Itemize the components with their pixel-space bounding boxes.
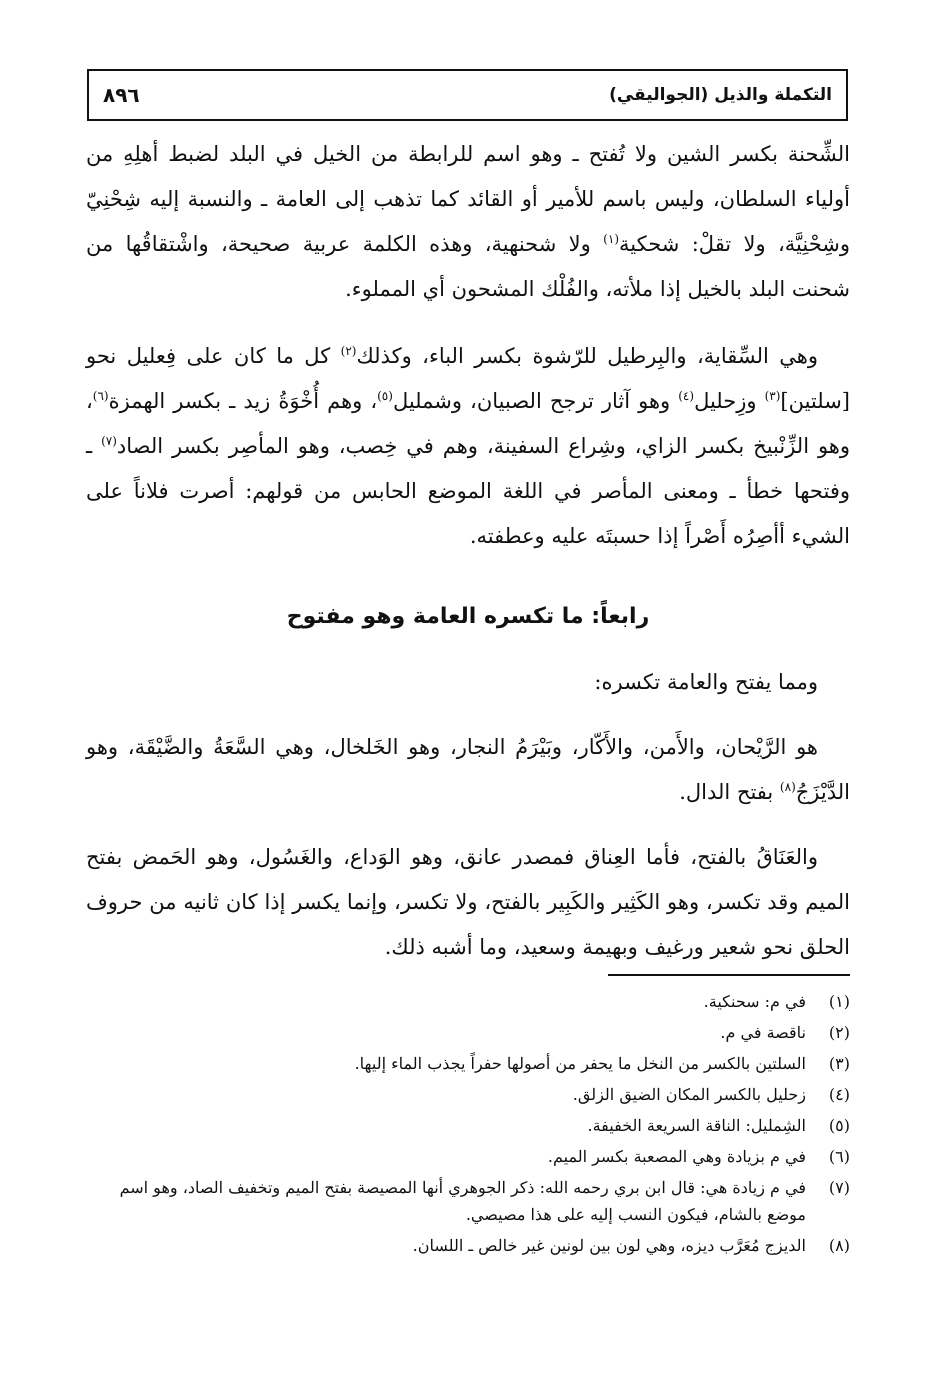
text-run: وهي السِّقاية، والبِرطيل للرّشوة بكسر الباء، وكذلك xyxy=(356,344,819,368)
text-run: وهو آثار ترجح الصبيان، وشمليل xyxy=(392,389,679,413)
text-run: ـ وفتحها خطأ ـ ومعنى المأصر في اللغة الموضع الحابس من قولهم: أصرت فلاناً على الشيء أأصِرُه أَصْراً إذا حسبتَه عليه وعطفته. xyxy=(86,434,850,548)
footnote-number: (٤) xyxy=(828,1085,850,1104)
main-text-section-2 xyxy=(86,660,850,990)
footnote xyxy=(86,988,850,1015)
footnote xyxy=(86,1019,850,1046)
paragraph-3: ومما يفتح والعامة تكسره: xyxy=(594,670,818,694)
text-run: وزِحليل xyxy=(694,389,765,413)
footnote-ref-7[interactable]: (٧) xyxy=(101,434,117,448)
footnote-text: زحليل بالكسر المكان الضيق الزلق. xyxy=(572,1085,806,1104)
footnote-text: في م: سحنكية. xyxy=(703,992,806,1011)
footnote-text: في م بزيادة وهي المصعبة بكسر الميم. xyxy=(547,1147,806,1166)
page-number: ٨٩٦ xyxy=(103,83,140,107)
footnote xyxy=(86,1081,850,1108)
footnote-text: الشِمليل: الناقة السريعة الخفيفة. xyxy=(587,1116,806,1135)
paragraph-1 xyxy=(86,132,850,312)
footnote-separator xyxy=(608,974,850,976)
footnote-ref-5[interactable]: (٥) xyxy=(377,389,393,403)
paragraph-2 xyxy=(86,334,850,559)
running-title: التكملة والذيل (الجواليقي) xyxy=(609,85,832,105)
text-run: كل ما كان على فِعليل نحو [سلتين] xyxy=(86,344,850,413)
text-run: ولا شحنهية، وهذه الكلمة عربية صحيحة، واشْتقاقُها من شحنت البلد بالخيل إذا ملأته، والفُلْك المشحون أي المملوء. xyxy=(86,232,850,301)
footnote-text: السلتين بالكسر من النخل ما يحفر من أصولها حفراً يجذب الماء إليها. xyxy=(354,1054,806,1073)
footnote-text: ناقصة في م. xyxy=(720,1023,806,1042)
footnote xyxy=(86,1143,850,1170)
footnotes-list xyxy=(86,988,850,1263)
footnote-text: الديزج مُعَرَّب ديزه، وهي لون بين لونين غير خالص ـ اللسان. xyxy=(412,1236,806,1255)
footnote xyxy=(86,1050,850,1077)
section-heading: رابعاً: ما تكسره العامة وهو مفتوح xyxy=(286,604,650,629)
main-text-section-1 xyxy=(86,132,850,581)
footnote-ref-1[interactable]: (١) xyxy=(603,232,619,246)
footnote-number: (٨) xyxy=(828,1236,850,1255)
footnote xyxy=(86,1112,850,1139)
text-run: ، وهم أُخْوَةُ زيد ـ بكسر الهمزة xyxy=(108,389,378,413)
footnote-ref-8[interactable]: (٨) xyxy=(779,780,796,794)
footnote-number: (٣) xyxy=(828,1054,850,1073)
footnote-number: (١) xyxy=(828,992,850,1011)
text-run: الشِّحنة بكسر الشين ولا تُفتح ـ وهو اسم للرابطة من الخيل في البلد لضبط أهلِهِ من أولياء السلطان، وليس باسم للأمير أو القائد كما تذهب إلى العامة ـ والنسبة إليه شِحْنِيّ وشِحْنِيَّة، ولا تقلْ: شحكية xyxy=(86,142,851,256)
text-run: ، وهو الزِّنْبيخ بكسر الزاي، وشِراع السفينة، وهم في خِصب، وهو المأصِر بكسر الصاد xyxy=(86,389,851,458)
footnote xyxy=(86,1232,850,1259)
footnote xyxy=(86,1174,850,1228)
footnote-number: (٧) xyxy=(828,1178,850,1197)
footnote-number: (٥) xyxy=(828,1116,850,1135)
paragraph-5: والعَنَاقُ بالفتح، فأما العِناق فمصدر عانق، وهو الوَداع، والغَسُول، وهو الحَمض بفتح الميم وقد تكسر، وهو الكَثِير والكَبِير بالفتح، ولا تكسر، وإنما يكسر إذا كان ثانيه من حروف الحلق نحو شعير ورغيف وبهيمة وسعيد، وما أشبه ذلك. xyxy=(86,845,850,959)
paragraph-4 xyxy=(86,725,850,815)
footnote-ref-6[interactable]: (٦) xyxy=(92,389,109,403)
text-run: هو الرَّيْحان، والأَمن، والأَكّار، وبَيْرَمُ النجار، وهو الخَلخال، وهي السَّعَةُ والضَّيْقَة، وهو الدَّيْزَجُ xyxy=(86,735,850,804)
footnote-ref-3[interactable]: (٣) xyxy=(764,389,781,403)
text-run: بفتح الدال. xyxy=(679,780,780,804)
page-header xyxy=(87,69,848,121)
footnote-ref-4[interactable]: (٤) xyxy=(678,389,695,403)
footnote-number: (٢) xyxy=(828,1023,850,1042)
footnote-number: (٦) xyxy=(828,1147,850,1166)
footnote-text: في م زيادة هي: قال ابن بري رحمه الله: ذكر الجوهري أنها المصيصة بفتح الميم وتخفيف الصاد، وهو اسم موضع بالشام، فيكون النسب إليه على هذا مصيصي. xyxy=(119,1178,806,1224)
footnote-ref-2[interactable]: (٢) xyxy=(340,344,357,358)
